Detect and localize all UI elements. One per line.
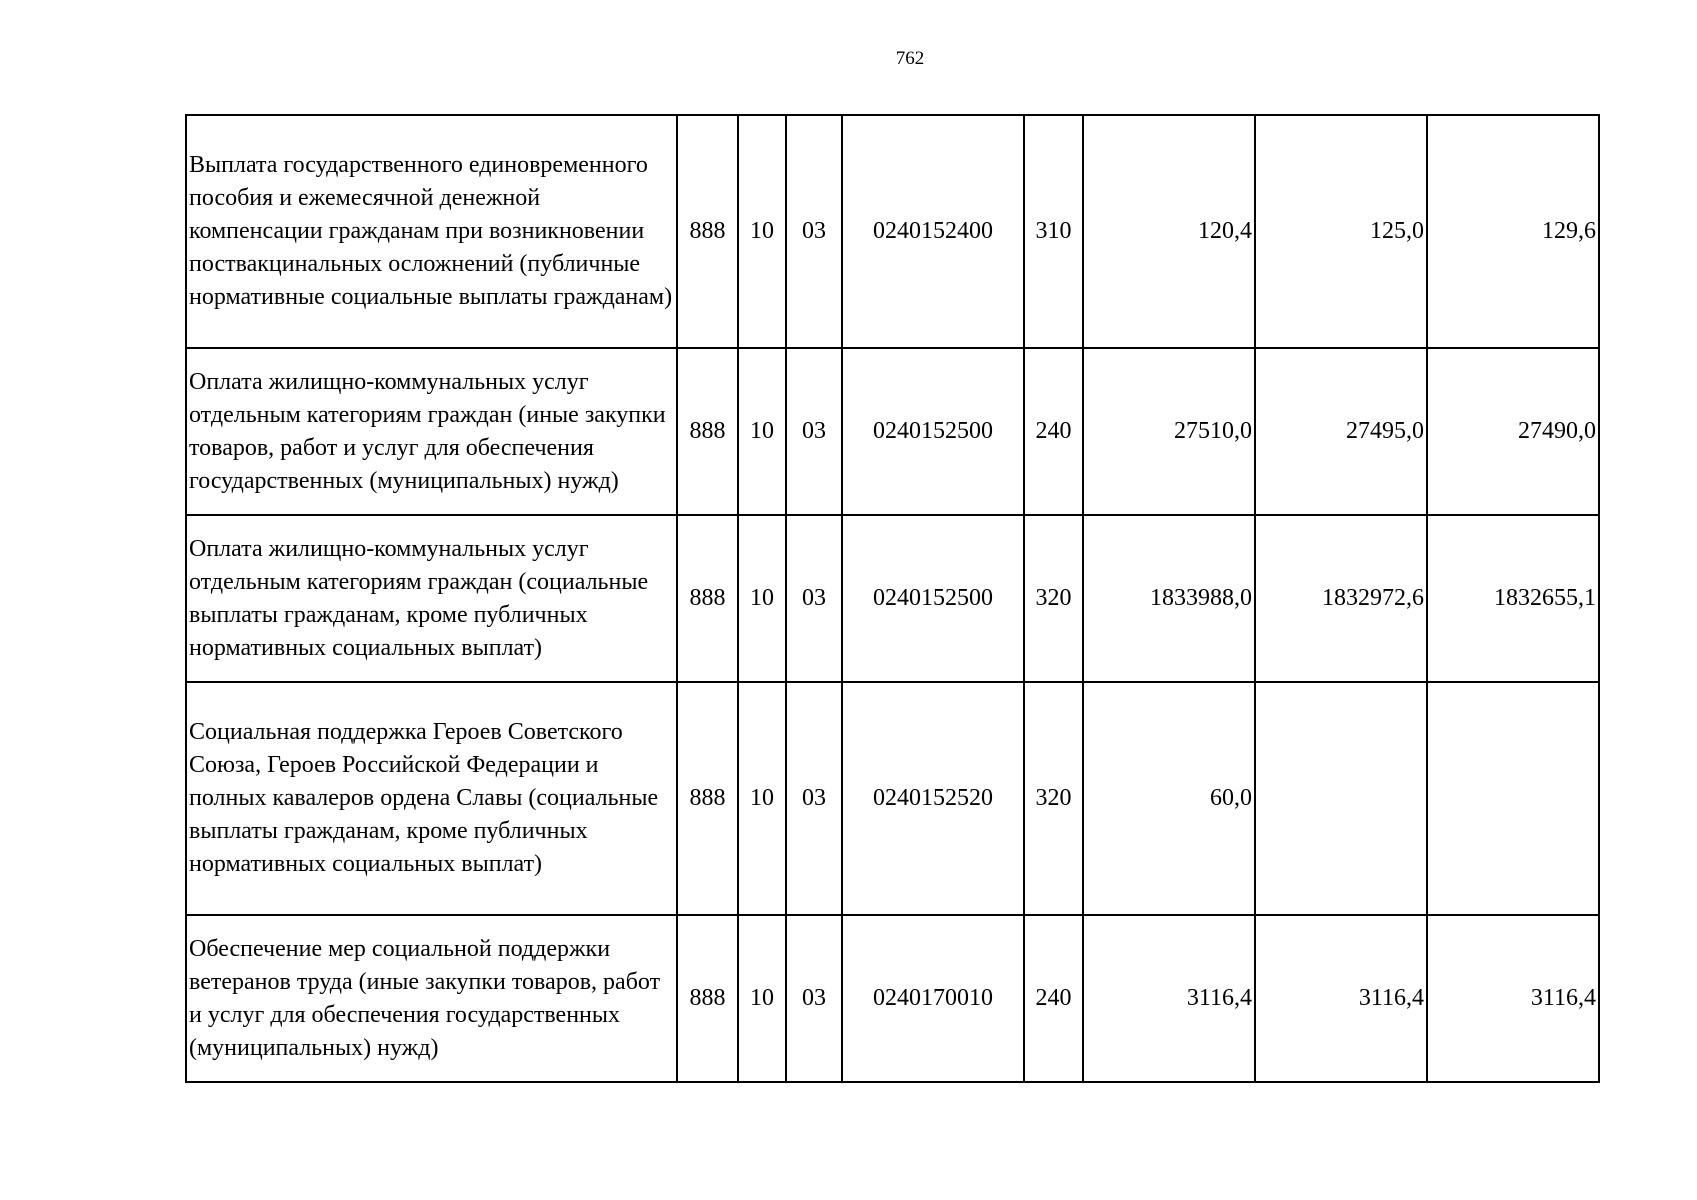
section-cell: 10 (738, 682, 786, 915)
value-2-cell: 3116,4 (1255, 915, 1427, 1082)
description-cell: Выплата государственного единовременного пособия и ежемесячной денежной компенсации гражданам при возникновении поствакцинальных осложнений (публичные нормативные социальные выплаты гражданам) (186, 115, 677, 348)
value-3-cell: 1832655,1 (1427, 515, 1599, 682)
ministry-cell: 888 (677, 515, 738, 682)
description-cell: Оплата жилищно-коммунальных услуг отдельным категориям граждан (социальные выплаты гражданам, кроме публичных нормативных социальных выплат) (186, 515, 677, 682)
subsection-cell: 03 (786, 682, 842, 915)
value-2-cell: 1832972,6 (1255, 515, 1427, 682)
value-1-cell: 60,0 (1083, 682, 1255, 915)
table-row (186, 915, 1599, 1082)
target-article-cell: 0240152520 (842, 682, 1024, 915)
description-cell: Обеспечение мер социальной поддержки ветеранов труда (иные закупки товаров, работ и услуг для обеспечения государственных (муниципальных) нужд) (186, 915, 677, 1082)
budget-table (185, 114, 1600, 1083)
value-2-cell: 27495,0 (1255, 348, 1427, 515)
expense-type-cell: 310 (1024, 115, 1083, 348)
target-article-cell: 0240152400 (842, 115, 1024, 348)
target-article-cell: 0240152500 (842, 348, 1024, 515)
value-3-cell: 27490,0 (1427, 348, 1599, 515)
ministry-cell: 888 (677, 115, 738, 348)
value-1-cell: 1833988,0 (1083, 515, 1255, 682)
value-2-cell: 125,0 (1255, 115, 1427, 348)
target-article-cell: 0240170010 (842, 915, 1024, 1082)
ministry-cell: 888 (677, 348, 738, 515)
value-1-cell: 27510,0 (1083, 348, 1255, 515)
table-row (186, 115, 1599, 348)
value-1-cell: 120,4 (1083, 115, 1255, 348)
section-cell: 10 (738, 115, 786, 348)
value-3-cell: 3116,4 (1427, 915, 1599, 1082)
expense-type-cell: 240 (1024, 348, 1083, 515)
ministry-cell: 888 (677, 915, 738, 1082)
subsection-cell: 03 (786, 515, 842, 682)
table-row (186, 348, 1599, 515)
expense-type-cell: 240 (1024, 915, 1083, 1082)
section-cell: 10 (738, 515, 786, 682)
description-cell: Оплата жилищно-коммунальных услуг отдельным категориям граждан (иные закупки товаров, работ и услуг для обеспечения государственных (муниципальных) нужд) (186, 348, 677, 515)
page-number: 762 (895, 48, 925, 69)
value-3-cell: 129,6 (1427, 115, 1599, 348)
expense-type-cell: 320 (1024, 515, 1083, 682)
table-row (186, 682, 1599, 915)
subsection-cell: 03 (786, 915, 842, 1082)
target-article-cell: 0240152500 (842, 515, 1024, 682)
description-cell: Социальная поддержка Героев Советского Союза, Героев Российской Федерации и полных кавалеров ордена Славы (социальные выплаты гражданам, кроме публичных нормативных социальных выплат) (186, 682, 677, 915)
subsection-cell: 03 (786, 348, 842, 515)
section-cell: 10 (738, 348, 786, 515)
value-2-cell (1255, 682, 1427, 915)
section-cell: 10 (738, 915, 786, 1082)
value-1-cell: 3116,4 (1083, 915, 1255, 1082)
subsection-cell: 03 (786, 115, 842, 348)
table-row (186, 515, 1599, 682)
expense-type-cell: 320 (1024, 682, 1083, 915)
value-3-cell (1427, 682, 1599, 915)
ministry-cell: 888 (677, 682, 738, 915)
